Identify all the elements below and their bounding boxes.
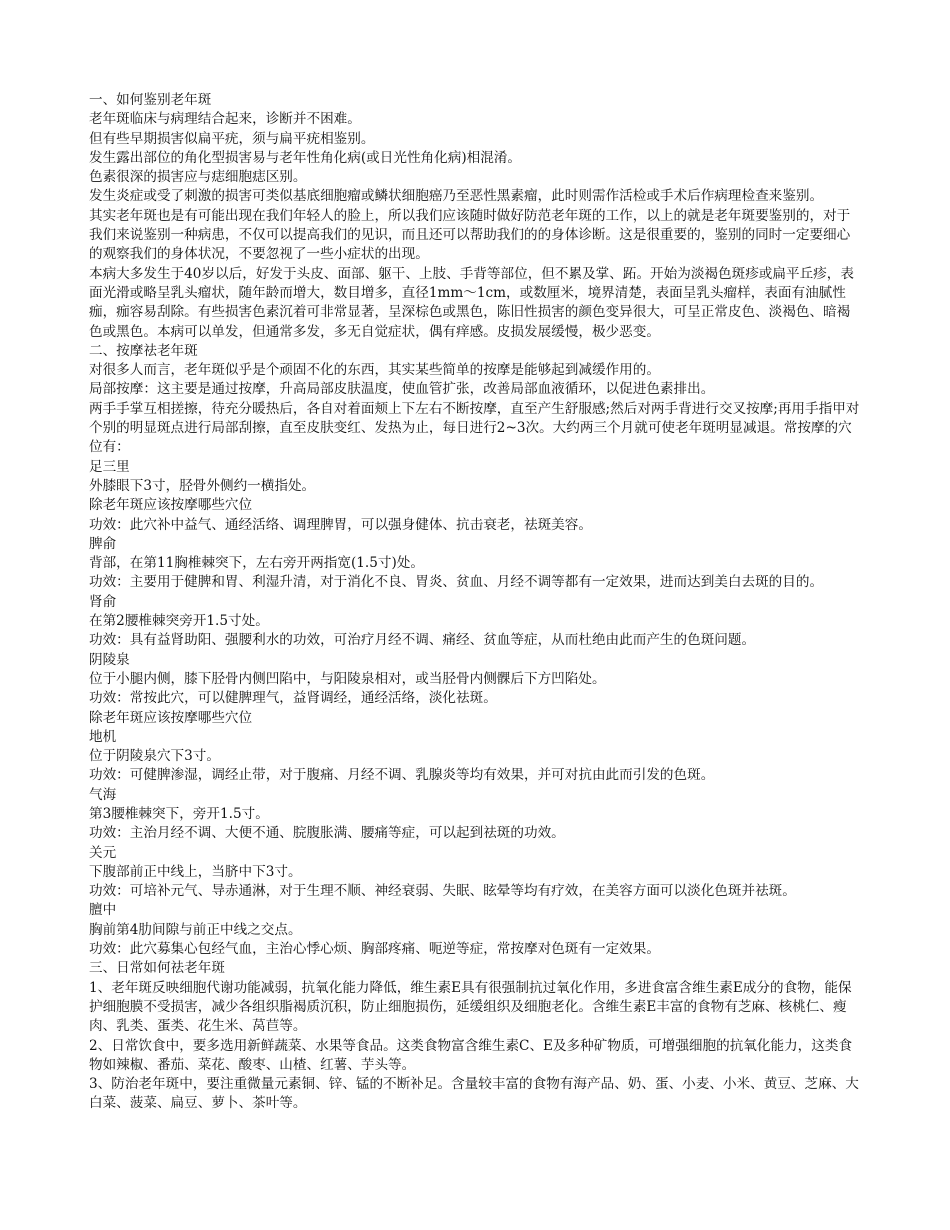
acupoint-name: 脾俞 xyxy=(89,535,117,552)
acupoint-effect: 功效：此穴补中益气、通经活络、调理脾胃，可以强身健体、抗击衰老，祛斑美容。 xyxy=(89,516,592,533)
acupoint-effect: 功效：主治月经不调、大便不通、脘腹胀满、腰痛等症，可以起到祛斑的功效。 xyxy=(89,825,565,842)
paragraph: 发生炎症或受了刺激的损害可类似基底细胞瘤或鳞状细胞癌乃至恶性黑素瘤，此时则需作活检或手术后作病理检查来鉴别。 xyxy=(89,188,824,205)
acupoint-effect: 功效：具有益肾助阳、强腰利水的功效，可治疗月经不调、痛经、贫血等症，从而杜绝由此而产生的色斑问题。 xyxy=(89,632,756,649)
acupoint-name: 肾俞 xyxy=(89,593,117,610)
acupoint-name: 关元 xyxy=(89,844,117,861)
acupoint-effect: 功效：可健脾渗湿，调经止带，对于腹痛、月经不调、乳腺炎等均有效果，并可对抗由此而引发的色斑。 xyxy=(89,767,715,784)
paragraph: 色素很深的损害应与痣细胞痣区别。 xyxy=(89,169,307,186)
acupoint-location: 外膝眼下3寸，胫骨外侧约一横指处。 xyxy=(89,477,316,494)
paragraph: 本病大多发生于40岁以后，好发于头皮、面部、躯干、上肢、手背等部位，但不累及掌、跖。开始为淡褐色斑疹或扁平丘疹，表面光滑或略呈乳头瘤状，随年龄而增大，数目增多，直径1mm～1cm，或数厘米，境界清楚，表面呈乳头瘤样，表面有油腻性痂，痂容易刮除。有些损害色素沉着可非常显著，呈深棕色或黑色，陈旧性损害的颜色变异很大，可呈正常皮色、淡褐色、暗褐色或黑色。本病可以单发，但通常多发，多无自觉症状，偶有痒感。皮损发展缓慢，极少恶变。 xyxy=(89,265,854,340)
paragraph: 两手手掌互相搓擦，待充分暖热后，各自对着面颊上下左右不断按摩，直至产生舒服感;然后对两手背进行交叉按摩;再用手指甲对个别的明显斑点进行局部刮擦，直至皮肤变红、发热为止，每日进行2~3次。大约两三个月就可使老年斑明显减退。常按摩的穴位有： xyxy=(89,400,860,456)
list-item: 2、日常饮食中，要多选用新鲜蔬菜、水果等食品。这类食物富含维生素C、E及多种矿物质，可增强细胞的抗氧化能力，这类食物如辣椒、番茄、菜花、酸枣、山楂、红薯、芋头等。 xyxy=(89,1037,853,1073)
acupoint-name: 阴陵泉 xyxy=(89,651,130,668)
acupoint-name: 膻中 xyxy=(89,902,117,919)
subheading: 除老年斑应该按摩哪些穴位 xyxy=(89,497,253,514)
acupoint-name: 气海 xyxy=(89,786,117,803)
subheading: 除老年斑应该按摩哪些穴位 xyxy=(89,709,253,726)
acupoint-effect: 功效：常按此穴，可以健脾理气，益肾调经，通经活络，淡化祛斑。 xyxy=(89,690,497,707)
section-heading-2: 二、按摩祛老年斑 xyxy=(89,342,198,359)
list-item: 1、老年斑反映细胞代谢功能减弱，抗氧化能力降低，维生素E具有很强制抗过氧化作用，多进食富含维生素E成分的食物，能保护细胞膜不受损害，减少各组织脂褐质沉积，防止细胞损伤，延缓组织及细胞老化。含维生素E丰富的食物有芝麻、核桃仁、瘦肉、乳类、蛋类、花生米、莴苣等。 xyxy=(89,979,852,1035)
section-heading-1: 一、如何鉴别老年斑 xyxy=(89,92,212,108)
acupoint-location: 位于阴陵泉穴下3寸。 xyxy=(89,748,220,765)
acupoint-effect: 功效：主要用于健脾和胃、利湿升清，对于消化不良、胃炎、贫血、月经不调等都有一定效果，进而达到美白去斑的目的。 xyxy=(89,574,824,591)
paragraph: 老年斑临床与病理结合起来，诊断并不困难。 xyxy=(89,111,361,128)
acupoint-location: 下腹部前正中线上，当脐中下3寸。 xyxy=(89,863,302,880)
list-item: 3、防治老年斑中，要注重微量元素铜、锌、锰的不断补足。含量较丰富的食物有海产品、奶、蛋、小麦、小米、黄豆、芝麻、大白菜、菠菜、扁豆、萝卜、茶叶等。 xyxy=(89,1076,859,1112)
acupoint-effect: 功效：可培补元气、导赤通淋，对于生理不顺、神经衰弱、失眠、眩晕等均有疗效，在美容方面可以淡化色斑并祛斑。 xyxy=(89,883,796,900)
acupoint-name: 足三里 xyxy=(89,458,130,475)
paragraph: 发生露出部位的角化型损害易与老年性角化病(或日光性角化病)相混淆。 xyxy=(89,149,522,166)
paragraph: 其实老年斑也是有可能出现在我们年轻人的脸上，所以我们应该随时做好防范老年斑的工作，以上的就是老年斑要鉴别的，对于我们来说鉴别一种病患，不仅可以提高我们的见识，而且还可以帮助我们的的身体诊断。这是很重要的，鉴别的同时一定要细心的观察我们的身体状况，不要忽视了一些小症状的出现。 xyxy=(89,207,851,263)
document-body xyxy=(89,91,861,1114)
acupoint-location: 背部，在第11胸椎棘突下，左右旁开两指宽(1.5寸)处。 xyxy=(89,555,424,572)
section-heading-3: 三、日常如何祛老年斑 xyxy=(89,960,225,977)
acupoint-location: 位于小腿内侧，膝下胫骨内侧凹陷中，与阳陵泉相对，或当胫骨内侧髁后下方凹陷处。 xyxy=(89,670,606,687)
acupoint-location: 胸前第4肋间隙与前正中线之交点。 xyxy=(89,921,302,938)
acupoint-location: 在第2腰椎棘突旁开1.5寸处。 xyxy=(89,613,269,630)
paragraph: 局部按摩：这主要是通过按摩，升高局部皮肤温度，使血管扩张，改善局部血液循环，以促进色素排出。 xyxy=(89,381,715,398)
acupoint-effect: 功效：此穴募集心包经气血，主治心悸心烦、胸部疼痛、呃逆等症，常按摩对色斑有一定效果。 xyxy=(89,941,660,958)
paragraph: 但有些早期损害似扁平疣，须与扁平疣相鉴别。 xyxy=(89,130,375,147)
acupoint-name: 地机 xyxy=(89,728,117,745)
paragraph: 对很多人而言，老年斑似乎是个顽固不化的东西，其实某些简单的按摩是能够起到减缓作用的。 xyxy=(89,362,660,379)
acupoint-location: 第3腰椎棘突下，旁开1.5寸。 xyxy=(89,805,269,822)
